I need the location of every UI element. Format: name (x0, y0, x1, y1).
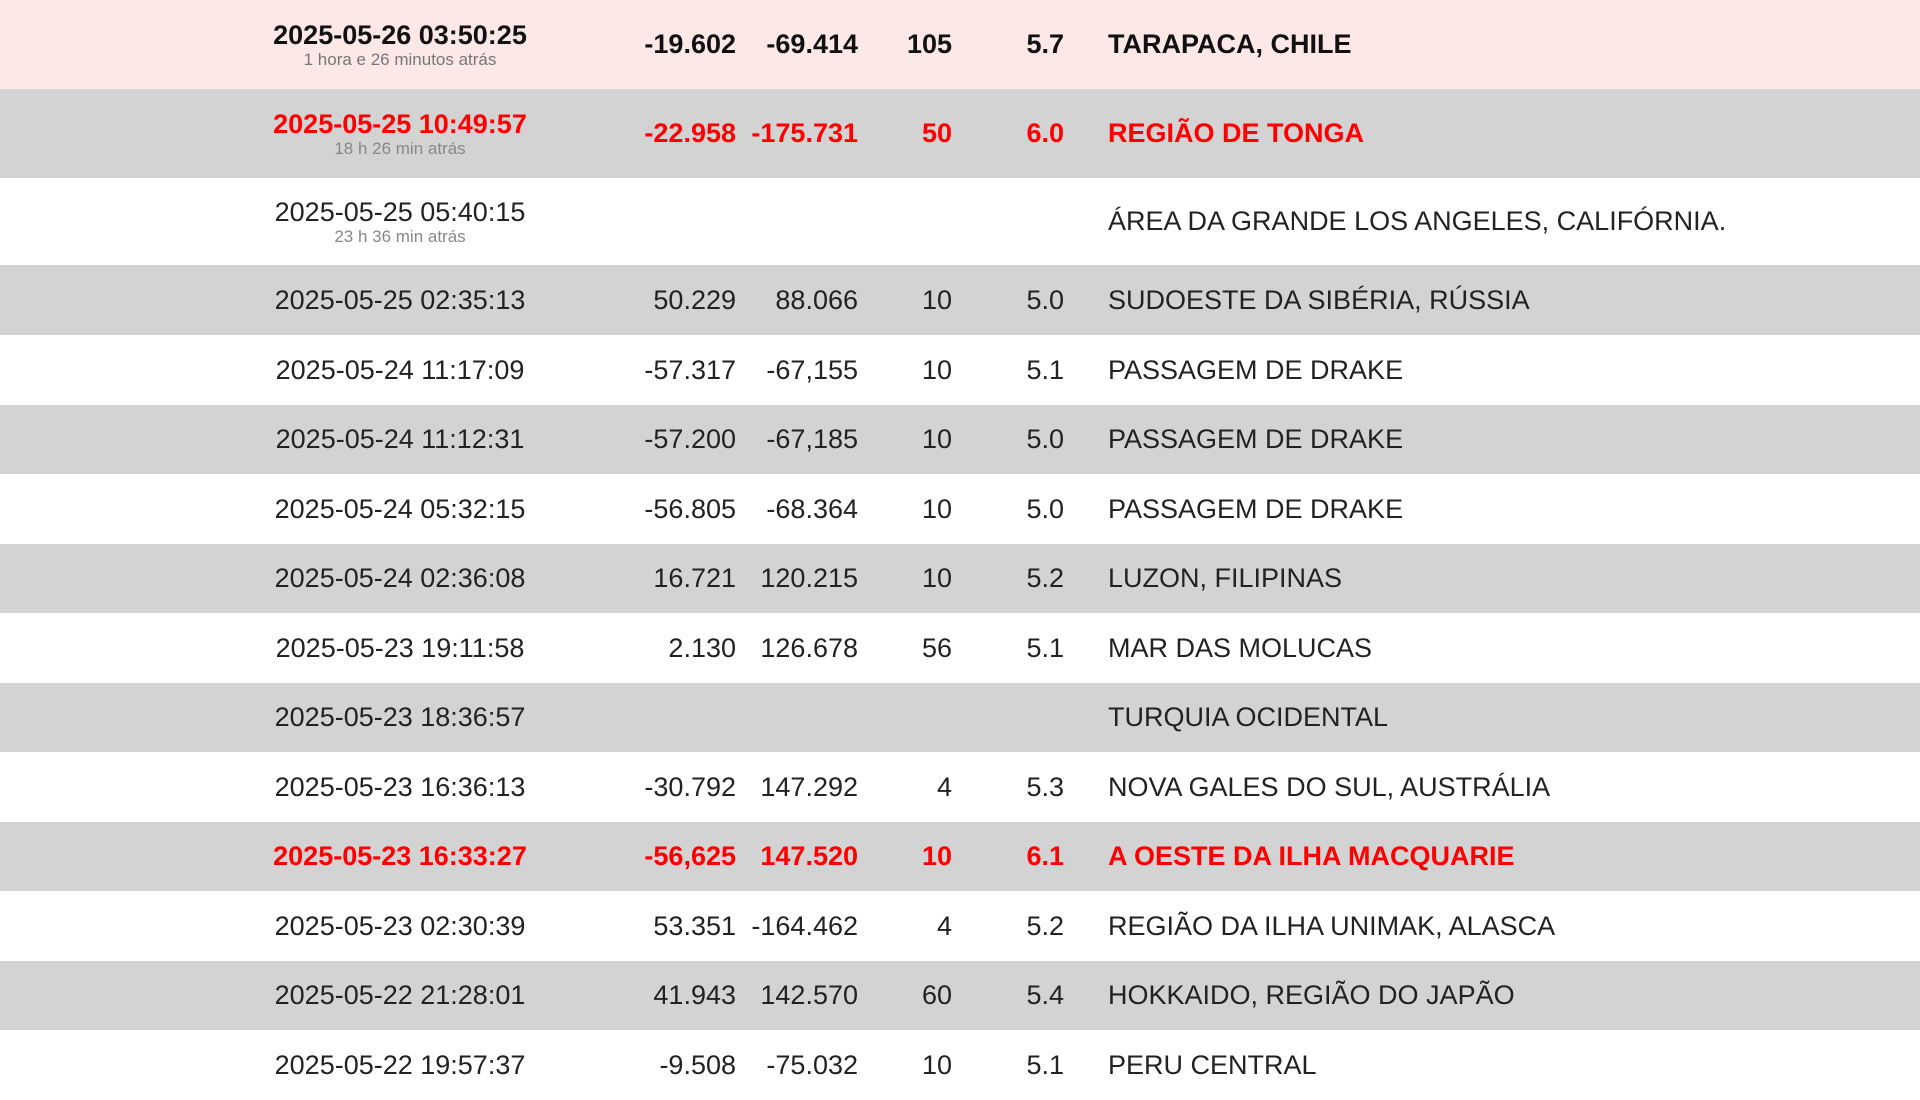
time-ago: 23 h 36 min atrás (334, 226, 466, 246)
longitude-cell: -67,185 (766, 424, 858, 454)
table-row[interactable] (0, 474, 1920, 544)
region-cell: TARAPACA, CHILE (1108, 29, 1352, 59)
region-cell: SUDOESTE DA SIBÉRIA, RÚSSIA (1108, 284, 1530, 315)
latitude-cell: 2.130 (668, 632, 736, 663)
latitude-cell: -56,625 (644, 841, 736, 871)
magnitude-cell: 5.2 (1026, 563, 1064, 593)
latitude-cell: -30.792 (644, 771, 736, 802)
region-cell: LUZON, FILIPINAS (1108, 563, 1343, 593)
magnitude-cell: 5.4 (1026, 980, 1064, 1010)
table-row[interactable] (0, 891, 1920, 961)
depth-cell: 50 (921, 118, 952, 148)
longitude-cell: 88.066 (775, 284, 858, 315)
magnitude-cell: 5.0 (1026, 493, 1064, 524)
region-cell: PERU CENTRAL (1108, 1049, 1317, 1080)
time-cell: 2025-05-24 02:36:08 (274, 563, 526, 593)
time-cell: 2025-05-23 16:33:27 (273, 841, 527, 871)
magnitude-cell: 5.3 (1026, 771, 1064, 802)
region-cell: PASSAGEM DE DRAKE (1108, 424, 1404, 454)
table-row[interactable] (0, 613, 1920, 683)
time-ago: 1 hora e 26 minutos atrás (303, 49, 497, 69)
event-time: 2025-05-26 03:50:25 (273, 19, 527, 50)
region-cell: TURQUIA OCIDENTAL (1108, 702, 1389, 732)
latitude-cell: -19.602 (644, 29, 736, 59)
longitude-cell: -69.414 (766, 29, 858, 59)
table-row[interactable] (0, 405, 1920, 474)
latitude-cell: -57.317 (644, 354, 736, 385)
magnitude-cell: 6.1 (1026, 841, 1064, 871)
time-cell: 2025-05-23 19:11:58 (275, 632, 525, 663)
latitude-cell: -9.508 (659, 1049, 736, 1080)
time-cell (240, 178, 560, 265)
time-cell: 2025-05-22 19:57:37 (274, 1049, 526, 1080)
latitude-cell: -57.200 (644, 424, 736, 454)
magnitude-cell: 5.7 (1026, 29, 1064, 59)
event-time: 2025-05-25 10:49:57 (273, 108, 527, 139)
table-row[interactable] (0, 544, 1920, 613)
latitude-cell: 41.943 (653, 980, 736, 1010)
magnitude-cell: 5.0 (1026, 424, 1064, 454)
longitude-cell: -175.731 (751, 118, 858, 148)
table-row[interactable] (0, 265, 1920, 335)
table-row[interactable] (0, 683, 1920, 752)
magnitude-cell: 5.1 (1026, 354, 1064, 385)
depth-cell: 10 (921, 841, 952, 871)
magnitude-cell: 6.0 (1026, 118, 1064, 148)
magnitude-cell (1000, 683, 1064, 752)
longitude-cell: -67,155 (766, 354, 858, 385)
latitude-cell (600, 178, 736, 265)
depth-cell: 10 (921, 424, 952, 454)
depth-cell: 10 (921, 354, 952, 385)
region-cell: NOVA GALES DO SUL, AUSTRÁLIA (1108, 771, 1551, 802)
event-time: 2025-05-25 05:40:15 (274, 196, 526, 227)
time-cell: 2025-05-24 05:32:15 (274, 493, 526, 524)
time-cell: 2025-05-23 16:36:13 (274, 771, 526, 802)
region-cell: REGIÃO DA ILHA UNIMAK, ALASCA (1108, 910, 1556, 941)
longitude-cell: 147.292 (760, 771, 858, 802)
magnitude-cell (1000, 178, 1064, 265)
magnitude-cell: 5.0 (1026, 284, 1064, 315)
depth-cell: 10 (921, 284, 952, 315)
table-row-major[interactable] (0, 822, 1920, 891)
depth-cell: 56 (921, 632, 952, 663)
latitude-cell: 53.351 (653, 910, 736, 941)
table-row[interactable] (0, 752, 1920, 822)
depth-cell: 10 (921, 1049, 952, 1080)
time-cell (240, 0, 560, 89)
region-cell: REGIÃO DE TONGA (1108, 118, 1365, 148)
depth-cell: 4 (936, 771, 952, 802)
latitude-cell: -56.805 (644, 493, 736, 524)
latitude-cell: 16.721 (653, 563, 736, 593)
latitude-cell: -22.958 (644, 118, 736, 148)
magnitude-cell: 5.1 (1026, 1049, 1064, 1080)
depth-cell: 10 (921, 563, 952, 593)
depth-cell: 4 (936, 910, 952, 941)
depth-cell (880, 178, 952, 265)
time-cell: 2025-05-23 18:36:57 (274, 702, 526, 732)
latitude-cell: 50.229 (653, 284, 736, 315)
longitude-cell (746, 683, 858, 752)
region-cell: PASSAGEM DE DRAKE (1108, 493, 1404, 524)
latitude-cell (600, 683, 736, 752)
longitude-cell: 147.520 (760, 841, 858, 871)
time-ago: 18 h 26 min atrás (334, 138, 466, 158)
time-cell: 2025-05-25 02:35:13 (274, 284, 526, 315)
longitude-cell: 120.215 (760, 563, 858, 593)
table-row[interactable] (0, 178, 1920, 265)
time-cell: 2025-05-23 02:30:39 (274, 910, 526, 941)
longitude-cell (746, 178, 858, 265)
time-cell: 2025-05-24 11:17:09 (275, 354, 525, 385)
time-cell: 2025-05-24 11:12:31 (275, 424, 525, 454)
region-cell: MAR DAS MOLUCAS (1108, 632, 1373, 663)
table-row[interactable] (0, 961, 1920, 1030)
longitude-cell: 142.570 (760, 980, 858, 1010)
time-cell: 2025-05-22 21:28:01 (274, 980, 526, 1010)
region-cell: ÁREA DA GRANDE LOS ANGELES, CALIFÓRNIA. (1108, 206, 1727, 236)
region-cell: PASSAGEM DE DRAKE (1108, 354, 1404, 385)
depth-cell: 60 (921, 980, 952, 1010)
time-cell (240, 89, 560, 178)
table-row-latest[interactable] (0, 0, 1920, 89)
longitude-cell: 126.678 (760, 632, 858, 663)
magnitude-cell: 5.1 (1026, 632, 1064, 663)
region-cell: A OESTE DA ILHA MACQUARIE (1108, 841, 1515, 871)
magnitude-cell: 5.2 (1026, 910, 1064, 941)
depth-cell (880, 683, 952, 752)
region-cell: HOKKAIDO, REGIÃO DO JAPÃO (1108, 980, 1515, 1010)
longitude-cell: -75.032 (766, 1049, 858, 1080)
depth-cell: 10 (921, 493, 952, 524)
table-row-major[interactable] (0, 89, 1920, 178)
longitude-cell: -164.462 (751, 910, 858, 941)
table-row[interactable] (0, 1030, 1920, 1100)
longitude-cell: -68.364 (766, 493, 858, 524)
table-row[interactable] (0, 335, 1920, 405)
depth-cell: 105 (906, 29, 952, 59)
